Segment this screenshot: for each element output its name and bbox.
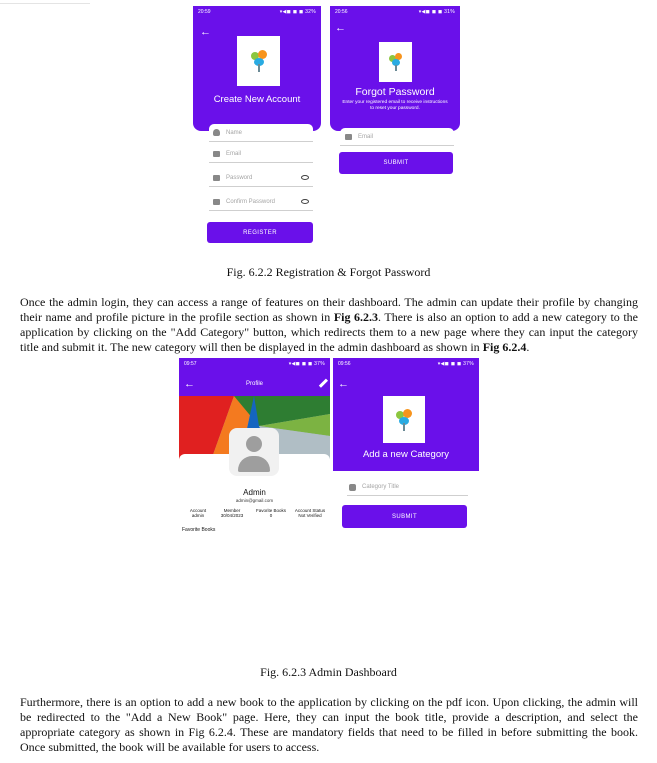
category-submit-button[interactable]: SUBMIT bbox=[342, 505, 467, 528]
tree-logo-icon bbox=[249, 50, 269, 72]
forgot-title: Forgot Password bbox=[355, 86, 435, 98]
status-bar bbox=[333, 358, 479, 370]
status-indicators: ▾◀◼ ◼ ◼ 31% bbox=[418, 9, 455, 15]
back-arrow-icon[interactable]: ← bbox=[335, 22, 346, 34]
stat-value: admin bbox=[191, 513, 205, 518]
register-button[interactable]: REGISTER bbox=[207, 222, 313, 243]
status-time: 20:59 bbox=[198, 9, 211, 15]
app-logo bbox=[237, 36, 280, 86]
figure-caption-2: Fig. 6.2.3 Admin Dashboard bbox=[260, 665, 397, 679]
forgot-submit-button[interactable]: SUBMIT bbox=[339, 152, 453, 174]
tree-logo-icon bbox=[388, 53, 404, 71]
stat-label: Account bbox=[189, 508, 207, 513]
back-arrow-icon[interactable]: ← bbox=[200, 26, 211, 38]
paragraph-text: Once the admin login, they can access a range of features on their dashboard. The admin can update their profile by changing their name and profile picture in the profile section as shown in bbox=[20, 295, 638, 324]
stat-value: 30/04/2023 bbox=[220, 513, 244, 518]
stat-label: Account Status bbox=[294, 508, 326, 513]
back-arrow-icon[interactable]: ← bbox=[184, 378, 195, 390]
category-title-field[interactable] bbox=[347, 479, 468, 496]
stat-account bbox=[183, 508, 213, 518]
name-field[interactable] bbox=[209, 124, 313, 142]
profile-email: admin@gmail.com bbox=[235, 498, 274, 503]
app-logo bbox=[383, 396, 425, 443]
figure-ref: Fig 6.2.4 bbox=[482, 340, 527, 354]
register-title: Create New Account bbox=[213, 94, 301, 105]
user-icon bbox=[213, 129, 220, 136]
forgot-email-field[interactable] bbox=[340, 128, 454, 146]
avatar-body-icon bbox=[238, 456, 270, 472]
status-indicators: ▾◀◼ ◼ ◼ 32% bbox=[279, 9, 316, 15]
forgot-email-placeholder: Email bbox=[358, 133, 374, 140]
figure-ref: Fig 6.2.3 bbox=[333, 310, 379, 324]
eye-icon[interactable] bbox=[301, 175, 309, 180]
mail-icon bbox=[213, 151, 220, 157]
status-bar bbox=[193, 6, 321, 18]
status-time: 09:57 bbox=[184, 361, 197, 367]
tree-logo-icon bbox=[394, 409, 414, 431]
stat-value: Not Verified bbox=[298, 513, 322, 518]
status-bar bbox=[330, 6, 460, 18]
stat-account-status bbox=[291, 508, 329, 518]
name-placeholder: Name bbox=[226, 129, 243, 136]
status-indicators: ▾◀◼ ◼ ◼ 37% bbox=[288, 361, 325, 367]
profile-name: Admin bbox=[243, 488, 266, 497]
mail-icon bbox=[345, 134, 352, 140]
paragraph-text: . There is also an option to add a new category to the application by clicking on the "Add Category" button, which redirects them to a new page where they can input the category title and submit it. The new category will then be displayed in the admin dashboard as shown in bbox=[20, 310, 638, 354]
register-screen bbox=[193, 6, 321, 258]
paragraph-text: . bbox=[526, 340, 530, 354]
email-placeholder: Email bbox=[226, 151, 242, 157]
confirm-password-field[interactable] bbox=[209, 193, 313, 211]
figure-caption-1: Fig. 6.2.2 Registration & Forgot Password bbox=[226, 265, 431, 279]
profile-screen bbox=[179, 358, 330, 538]
forgot-password-screen bbox=[330, 6, 460, 178]
paragraph-admin-dashboard bbox=[20, 295, 638, 355]
password-placeholder: Password bbox=[226, 174, 253, 181]
password-field[interactable] bbox=[209, 169, 313, 187]
email-field[interactable] bbox=[209, 146, 313, 163]
profile-header-title: Profile bbox=[245, 381, 263, 387]
category-shapes-icon bbox=[349, 484, 356, 491]
confirm-password-placeholder: Confirm Password bbox=[226, 198, 276, 205]
add-category-screen bbox=[333, 358, 479, 533]
avatar[interactable] bbox=[229, 428, 279, 476]
forgot-subtitle: Enter your registered email to receive instructions to reset your password. bbox=[342, 100, 448, 111]
lock-icon bbox=[213, 199, 220, 205]
lock-icon bbox=[213, 175, 220, 181]
status-time: 09:56 bbox=[338, 361, 351, 367]
status-bar bbox=[179, 358, 330, 370]
eye-icon[interactable] bbox=[301, 199, 309, 204]
category-placeholder: Category Title bbox=[362, 484, 400, 490]
stat-member bbox=[217, 508, 247, 518]
category-title: Add a new Category bbox=[362, 449, 450, 460]
app-logo bbox=[379, 42, 412, 82]
paragraph-add-book: Furthermore, there is an option to add a new book to the application by clicking on the pdf icon. Upon clicking, the admin will be redirected to the "Add a New Book" page. Here, they can input the book title, provide a description, and select the appropriate category as shown in Fig 6.2.4. These are mandatory fields that need to be filled in before submitting the book. Once submitted, the book will be available for users to access. bbox=[20, 695, 638, 754]
favorite-books-heading: Favorite Books bbox=[182, 527, 216, 533]
status-time: 20:56 bbox=[335, 9, 348, 15]
status-indicators: ▾◀◼ ◼ ◼ 37% bbox=[437, 361, 474, 367]
stat-label: Member bbox=[223, 508, 241, 513]
stat-value: 0 bbox=[269, 513, 273, 518]
stat-favorite-books bbox=[253, 508, 289, 518]
stat-label: Favorite Books bbox=[255, 508, 286, 513]
back-arrow-icon[interactable]: ← bbox=[338, 378, 349, 390]
avatar-head-icon bbox=[246, 436, 262, 452]
page-top-rule bbox=[0, 0, 90, 4]
